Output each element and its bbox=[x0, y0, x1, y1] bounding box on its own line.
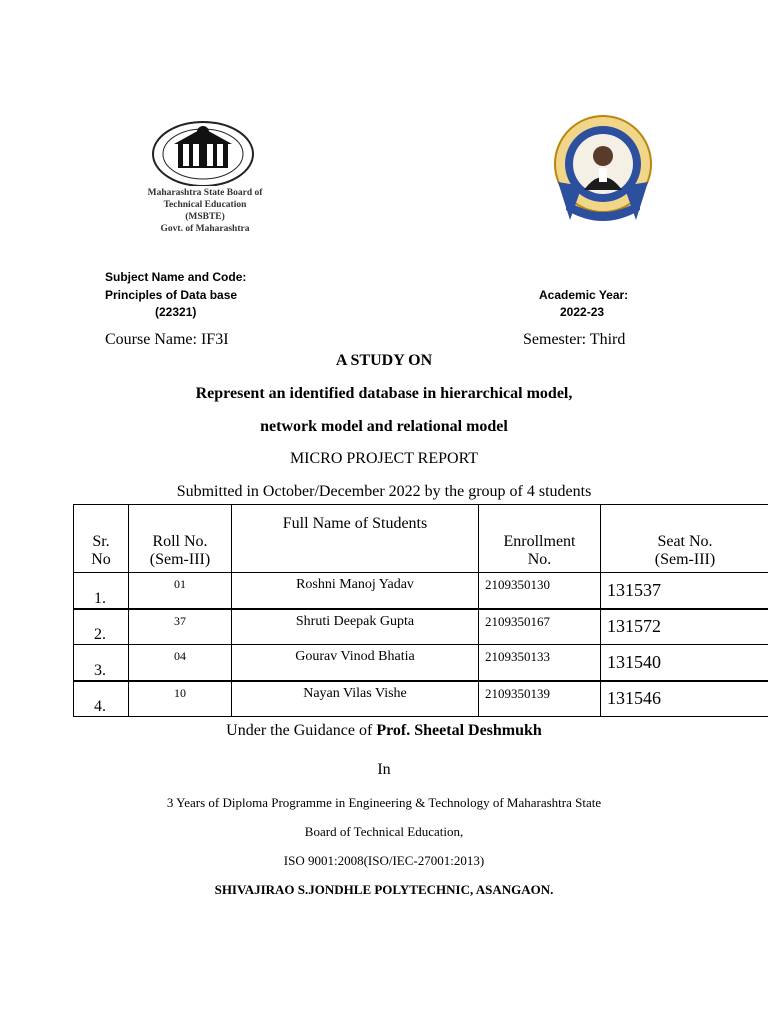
guidance-prefix: Under the Guidance of bbox=[226, 722, 377, 739]
cell-name: Shruti Deepak Gupta bbox=[232, 609, 479, 645]
table-row bbox=[74, 573, 768, 609]
cell-enrollment: 2109350133 bbox=[479, 645, 601, 681]
cell-roll: 10 bbox=[129, 681, 232, 717]
cell-roll: 04 bbox=[129, 645, 232, 681]
table-row bbox=[74, 645, 768, 681]
table-row bbox=[74, 609, 768, 645]
msbte-logo bbox=[150, 118, 256, 186]
cell-sr: 4. bbox=[74, 681, 129, 717]
subject-code: (22321) bbox=[155, 305, 197, 319]
academic-year-value: 2022-23 bbox=[560, 305, 605, 319]
academic-year-label: Academic Year: bbox=[539, 288, 629, 302]
subject-name: Principles of Data base bbox=[105, 288, 238, 302]
course-name: Course Name: IF3I bbox=[105, 331, 229, 348]
cell-seat: 131572 bbox=[601, 609, 768, 645]
guide-name: Prof. Sheetal Deshmukh bbox=[376, 722, 542, 739]
table-header-row bbox=[74, 505, 768, 573]
cell-sr: 2. bbox=[74, 609, 129, 645]
programme-line-1: 3 Years of Diploma Programme in Engineering & Technology of Maharashtra State bbox=[166, 795, 602, 810]
iso-certification: ISO 9001:2008(ISO/IEC-27001:2013) bbox=[283, 853, 485, 868]
cell-seat: 131540 bbox=[601, 645, 768, 681]
project-title-line-1: Represent an identified database in hierarchical model, bbox=[195, 385, 573, 402]
subject-label: Subject Name and Code: bbox=[105, 270, 247, 284]
header-sr-no: Sr. No bbox=[74, 505, 129, 573]
students-table bbox=[73, 504, 768, 717]
msbte-caption-line-2: Technical Education bbox=[163, 200, 247, 210]
cell-enrollment: 2109350167 bbox=[479, 609, 601, 645]
study-heading: A STUDY ON bbox=[335, 352, 433, 369]
cell-sr: 1. bbox=[74, 573, 129, 609]
table-row bbox=[74, 681, 768, 717]
report-type: MICRO PROJECT REPORT bbox=[289, 450, 479, 467]
college-logo bbox=[548, 112, 658, 230]
header-student-name: Full Name of Students bbox=[232, 505, 479, 573]
submission-note: Submitted in October/December 2022 by the group of 4 students bbox=[176, 483, 592, 500]
programme-line-2: Board of Technical Education, bbox=[304, 824, 464, 839]
cell-name: Roshni Manoj Yadav bbox=[232, 573, 479, 609]
header-roll-no: Roll No. (Sem-III) bbox=[129, 505, 232, 573]
cell-roll: 37 bbox=[129, 609, 232, 645]
guidance-line bbox=[0, 722, 768, 740]
cell-name: Gourav Vinod Bhatia bbox=[232, 645, 479, 681]
header-seat-no: Seat No. (Sem-III) bbox=[601, 505, 768, 573]
cell-enrollment: 2109350139 bbox=[479, 681, 601, 717]
msbte-caption-line-4: Govt. of Maharashtra bbox=[160, 224, 250, 234]
semester: Semester: Third bbox=[523, 331, 626, 348]
cell-seat: 131537 bbox=[601, 573, 768, 609]
project-title-line-2: network model and relational model bbox=[260, 418, 508, 435]
msbte-caption-line-3: (MSBTE) bbox=[185, 212, 225, 222]
cell-sr: 3. bbox=[74, 645, 129, 681]
cell-name: Nayan Vilas Vishe bbox=[232, 681, 479, 717]
header-enrollment-no: Enrollment No. bbox=[479, 505, 601, 573]
msbte-caption-line-1: Maharashtra State Board of bbox=[147, 188, 263, 198]
institute-name: SHIVAJIRAO S.JONDHLE POLYTECHNIC, ASANGAON. bbox=[214, 882, 554, 897]
cell-roll: 01 bbox=[129, 573, 232, 609]
in-text: In bbox=[377, 761, 391, 778]
cell-seat: 131546 bbox=[601, 681, 768, 717]
cell-enrollment: 2109350130 bbox=[479, 573, 601, 609]
